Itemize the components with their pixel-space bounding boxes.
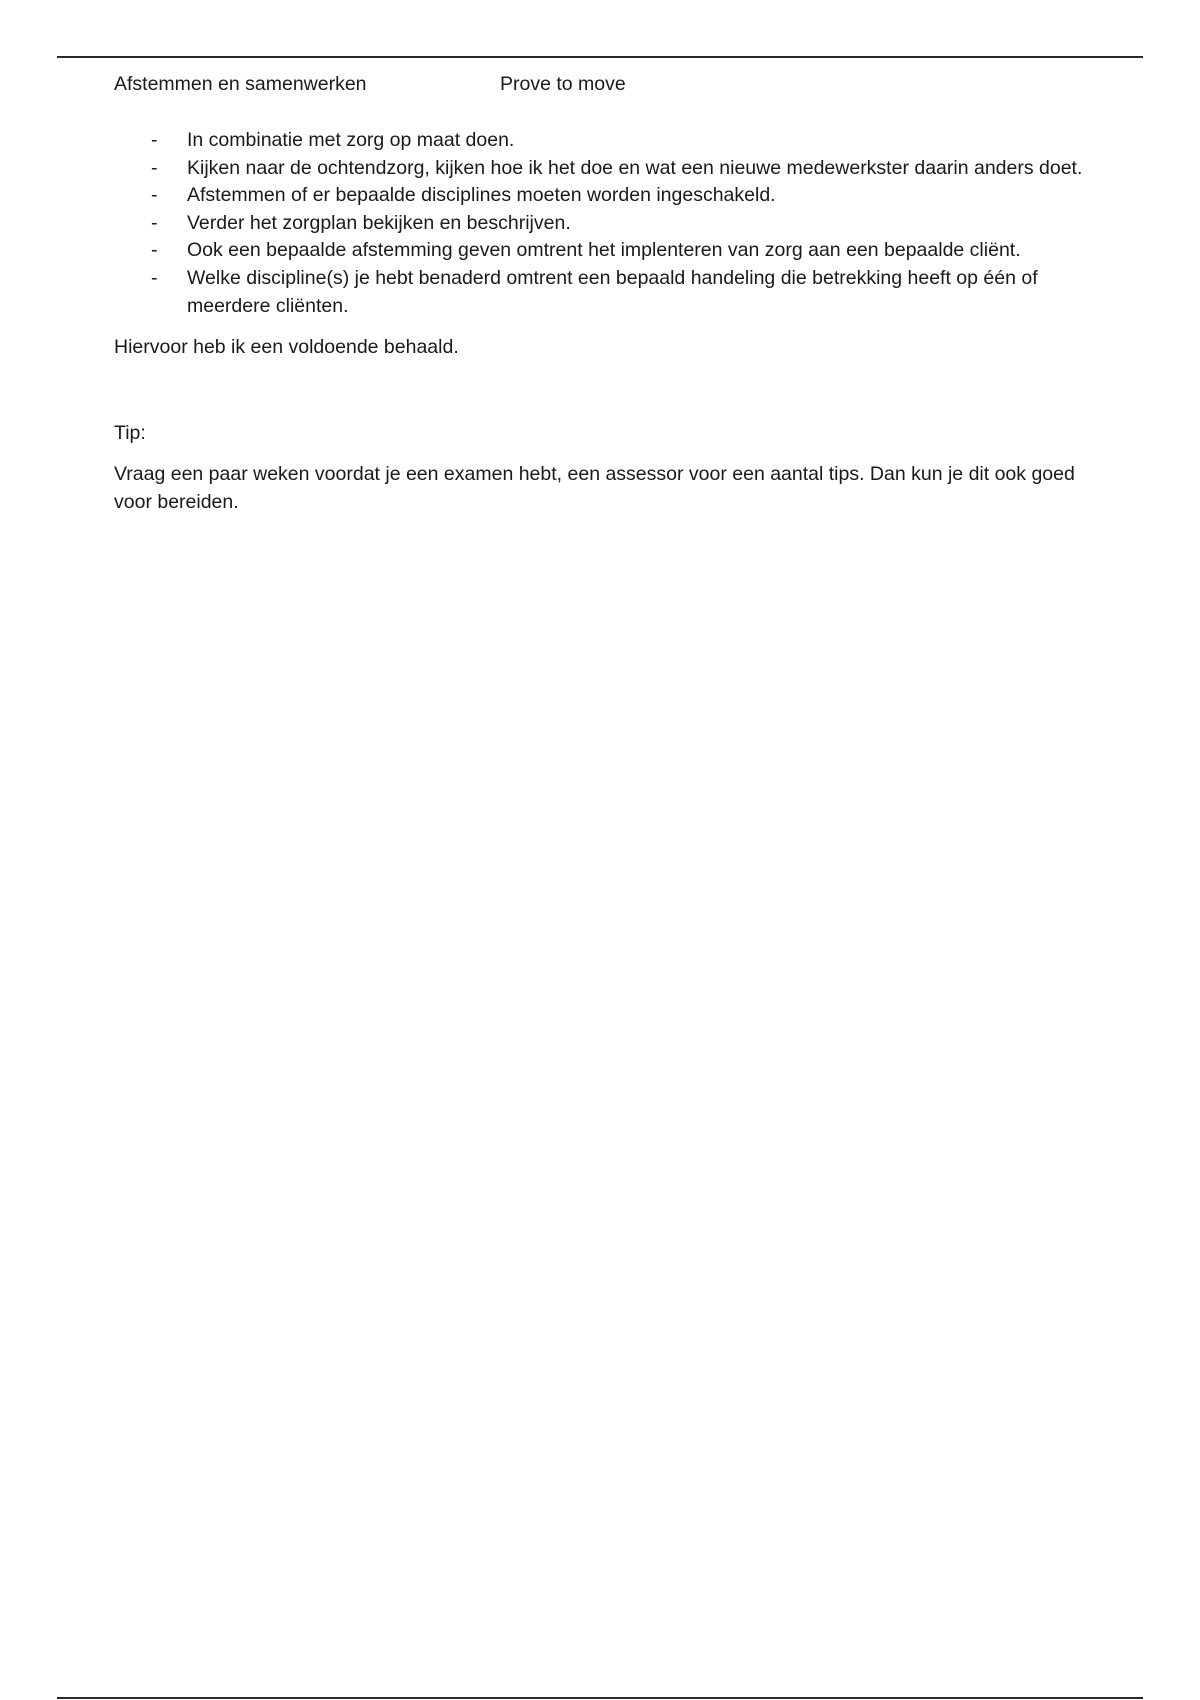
list-item <box>114 127 1114 155</box>
bullet-marker: - <box>151 184 158 207</box>
list-item-text: Ook een bepaalde afstemming geven omtrent het implenteren van zorg aan een bepaalde cliënt. <box>187 239 1021 262</box>
document-body <box>114 127 1114 517</box>
tip-heading: Tip: <box>114 421 146 444</box>
footer-rule <box>57 1697 1143 1699</box>
bullet-marker: - <box>151 211 158 234</box>
header-subtitle: Prove to move <box>500 73 626 95</box>
list-item-text: Verder het zorgplan bekijken en beschrijven. <box>187 211 571 234</box>
bullet-marker: - <box>151 266 158 289</box>
header-section-title: Afstemmen en samenwerken <box>114 73 367 95</box>
bullet-marker: - <box>151 156 158 179</box>
list-item <box>114 210 1114 238</box>
list-item-text: In combinatie met zorg op maat doen. <box>187 129 515 151</box>
list-item-text: Afstemmen of er bepaalde disciplines moeten worden ingeschakeld. <box>187 184 776 207</box>
list-item-text: Welke discipline(s) je hebt benaderd omtrent een bepaald handeling die betrekking heeft op één of meerdere cliënten. <box>187 266 1038 317</box>
list-item <box>114 182 1114 210</box>
result-paragraph: Hiervoor heb ik een voldoende behaald. <box>114 336 459 359</box>
list-item-text: Kijken naar de ochtendzorg, kijken hoe ik het doe en wat een nieuwe medewerkster daarin anders doet. <box>187 156 1083 179</box>
header-rule <box>57 56 1143 58</box>
list-item <box>114 155 1114 183</box>
bullet-marker: - <box>151 239 158 262</box>
list-item <box>114 265 1114 320</box>
bullet-list <box>114 127 1114 320</box>
tip-paragraph: Vraag een paar weken voordat je een examen hebt, een assessor voor een aantal tips. Dan kun je dit ook goed voor bereiden. <box>114 463 1075 513</box>
list-item <box>114 237 1114 265</box>
bullet-marker: - <box>151 129 158 151</box>
